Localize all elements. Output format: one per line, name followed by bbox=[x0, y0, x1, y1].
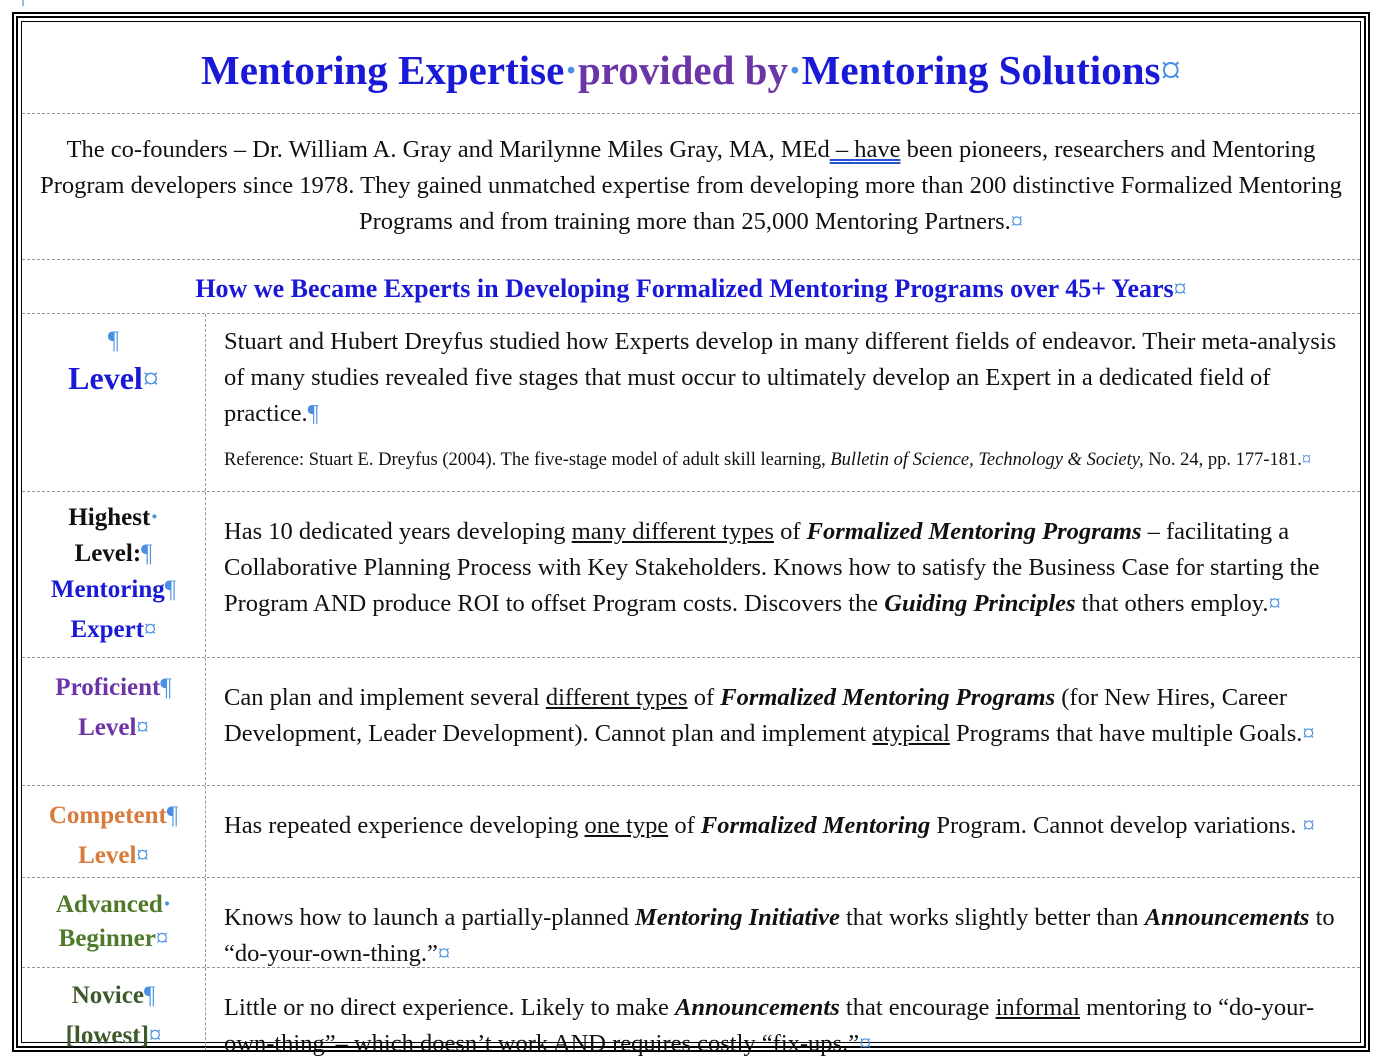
level-label: Highest bbox=[68, 504, 151, 531]
intro-cell bbox=[22, 114, 1360, 260]
level-label: Level bbox=[78, 842, 137, 869]
level-label: Advanced bbox=[55, 891, 163, 918]
level-header-label: Level bbox=[68, 360, 143, 396]
section-heading bbox=[22, 260, 1360, 314]
level-row-novice bbox=[22, 968, 1360, 1057]
intro-dash: – bbox=[829, 136, 855, 163]
expertise-table bbox=[21, 21, 1361, 1057]
level-label: [lowest] bbox=[65, 1022, 149, 1049]
level-cell-competent: Competent¶ Level¤ bbox=[22, 786, 206, 877]
level-header-row bbox=[22, 314, 1360, 492]
page-marker bbox=[22, 0, 28, 6]
emphasis-text: Formalized Mentoring Programs bbox=[720, 684, 1056, 711]
cell-mark-icon: ¤ bbox=[1301, 450, 1312, 470]
text-run: – facilitating a Collaborative Planning Process with Key Stakeholders. Knows how to satisfy the Business Case for starting the Program AND produce ROI to offset Program costs. Discovers the bbox=[224, 518, 1320, 617]
emphasis-text: Mentoring Initiative bbox=[634, 904, 840, 931]
level-label: Expert bbox=[70, 616, 145, 643]
title-part1: Mentoring Expertise bbox=[201, 47, 565, 93]
underlined-text: atypical bbox=[872, 720, 950, 747]
reference-prefix: Reference: Stuart E. Dreyfus (2004). The five-stage model of adult skill learning, bbox=[224, 450, 831, 470]
level-description-competent: Has repeated experience developing one type of Formalized Mentoring Program. Cannot develop variations. ¤ bbox=[224, 812, 1315, 839]
level-cell-proficient: Proficient¶ Level¤ bbox=[22, 658, 206, 785]
text-run: Knows how to launch a partially-planned bbox=[224, 904, 635, 931]
document-frame bbox=[12, 12, 1370, 1057]
paragraph-mark-icon: ¶ bbox=[107, 327, 120, 354]
level-header-description bbox=[206, 314, 1360, 491]
level-row-proficient bbox=[22, 658, 1360, 786]
level-label: Beginner bbox=[58, 925, 156, 952]
underlined-text: informal bbox=[995, 994, 1080, 1021]
intro-after: been pioneers, researchers and Mentoring Program developers since 1978. They gained unmatched expertise from developing more than 200 distinctive Formalized Mentoring Programs and from training more than 25,000 Mentoring Partners. bbox=[40, 136, 1342, 235]
reference-journal: Bulletin of Science, Technology & Society, bbox=[830, 450, 1144, 470]
paragraph-mark-icon: ¶ bbox=[307, 400, 319, 427]
title-part3: Mentoring Solutions bbox=[801, 47, 1161, 93]
level-label: Proficient bbox=[55, 674, 161, 701]
text-run: Little or no direct experience. Likely to make bbox=[224, 994, 676, 1021]
underlined-text: many different types bbox=[571, 518, 774, 545]
text-run: (for New Hires, Career Development, Leader Development). Cannot plan and implement bbox=[224, 684, 1288, 747]
cell-mark-icon: ¤ bbox=[1173, 274, 1187, 303]
cell-mark-icon: ¤ bbox=[1010, 208, 1024, 235]
level-label: Level: bbox=[74, 540, 142, 567]
level-label: Novice bbox=[71, 982, 144, 1009]
cell-mark-icon: ¤ bbox=[1160, 47, 1181, 93]
text-run: mentoring to “do-your-own-thing”– which doesn’t work AND requires costly “fix-ups.” bbox=[224, 994, 1315, 1057]
level-label: Competent bbox=[48, 802, 167, 829]
level-description-expert: Has 10 dedicated years developing many different types of Formalized Mentoring Programs – facilitating a Collaborative Planning Process with Key Stakeholders. Knows how to satisfy the Business Case for starting the Program AND produce ROI to offset Program costs. Discovers the Guiding Principles that others employ.¤ bbox=[224, 518, 1320, 617]
text-run: of bbox=[773, 518, 807, 545]
level-label: Mentoring bbox=[50, 576, 165, 603]
text-run: that others employ. bbox=[1075, 590, 1269, 617]
text-run: that encourage bbox=[839, 994, 996, 1021]
text-run: Program. Cannot develop variations. bbox=[930, 812, 1303, 839]
text-run: Has repeated experience developing bbox=[224, 812, 585, 839]
text-run: to “do-your-own-thing.” bbox=[224, 904, 1335, 967]
text-run: of bbox=[687, 684, 721, 711]
underlined-text: different types bbox=[545, 684, 688, 711]
level-cell-expert: Highest· Level:¶ Mentoring¶ Expert¤ bbox=[22, 492, 206, 657]
level-label: Level bbox=[78, 714, 137, 741]
level-description-advanced-beginner: Knows how to launch a partially-planned Mentoring Initiative that works slightly better than Announcements to “do-your-own-thing.”¤ bbox=[224, 904, 1335, 967]
reference bbox=[224, 448, 1354, 472]
level-cell-novice: Novice¶ [lowest]¤ bbox=[22, 968, 206, 1050]
level-row-expert bbox=[22, 492, 1360, 658]
intro-have: have bbox=[854, 136, 901, 163]
level-header-cell bbox=[22, 314, 206, 491]
text-run: that works slightly better than bbox=[839, 904, 1145, 931]
level-description-proficient: Can plan and implement several different types of Formalized Mentoring Programs (for New Hires, Career Development, Leader Development). Cannot plan and implement atypical Programs that have multiple Goals.¤ bbox=[224, 684, 1315, 747]
underlined-text: one type bbox=[584, 812, 669, 839]
cell-mark-icon: ¤ bbox=[142, 360, 159, 396]
text-run: Can plan and implement several bbox=[224, 684, 546, 711]
intro-before: The co-founders – Dr. William A. Gray and Marilynne Miles Gray, MA, MEd bbox=[66, 136, 830, 163]
level-description-novice: Little or no direct experience. Likely to make Announcements that encourage informal mentoring to “do-your-own-thing”– which doesn’t work AND requires costly “fix-ups.”¤ bbox=[224, 994, 1315, 1057]
emphasis-text: Formalized Mentoring bbox=[700, 812, 931, 839]
section-heading-text: How we Became Experts in Developing Formalized Mentoring Programs over 45+ Years bbox=[195, 274, 1174, 303]
emphasis-text: Announcements bbox=[1144, 904, 1310, 931]
text-run: Has 10 dedicated years developing bbox=[224, 518, 572, 545]
reference-suffix: No. 24, pp. 177-181. bbox=[1143, 450, 1302, 470]
level-row-advanced-beginner bbox=[22, 878, 1360, 968]
text-run: of bbox=[668, 812, 701, 839]
level-row-competent bbox=[22, 786, 1360, 878]
title-part2: provided by bbox=[577, 47, 788, 93]
emphasis-text: Guiding Principles bbox=[884, 590, 1076, 617]
dreyfus-text: Stuart and Hubert Dreyfus studied how Experts develop in many different fields of endeavor. Their meta-analysis of many studies revealed five stages that must occur to ultimately develop an Expert in a dedicated field of practice. bbox=[224, 328, 1337, 427]
emphasis-text: Formalized Mentoring Programs bbox=[806, 518, 1142, 545]
text-run: Programs that have multiple Goals. bbox=[949, 720, 1303, 747]
emphasis-text: Announcements bbox=[675, 994, 840, 1021]
title-cell: Mentoring Expertise·provided by·Mentoring Solutions¤ bbox=[22, 22, 1360, 114]
level-cell-advanced-beginner: Advanced· Beginner¤ bbox=[22, 878, 206, 967]
